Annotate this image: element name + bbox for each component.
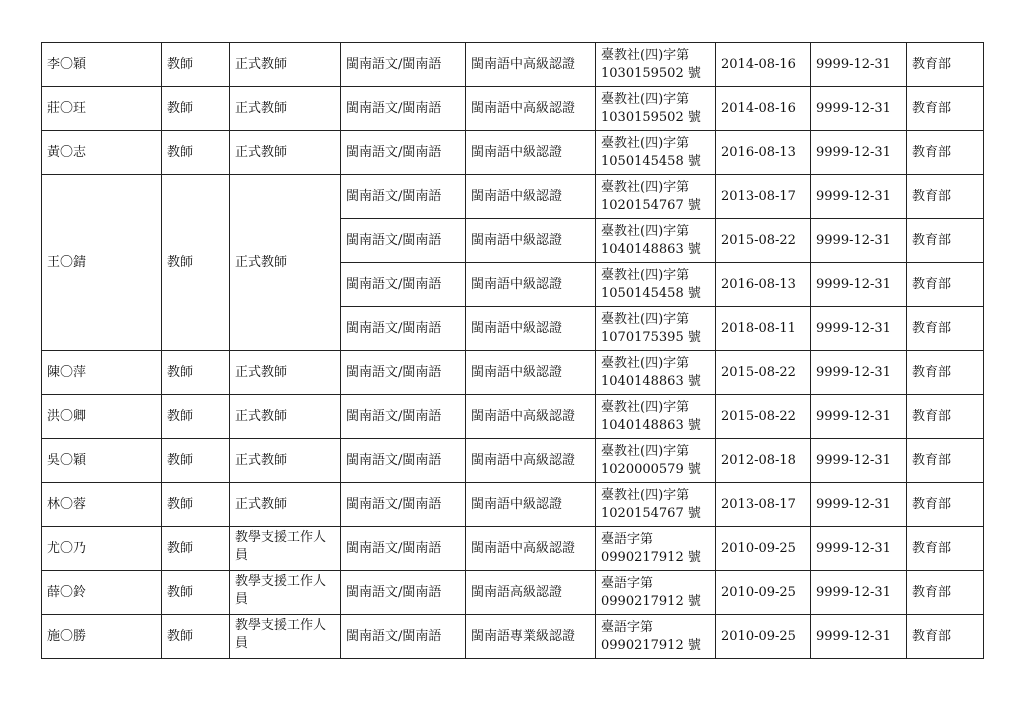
issuer: 教育部 xyxy=(907,87,984,131)
position: 正式教師 xyxy=(230,87,341,131)
start-date: 2016-08-13 xyxy=(716,263,811,307)
teacher-name: 林〇蓉 xyxy=(42,483,162,527)
subject: 閩南語文/閩南語 xyxy=(341,395,466,439)
role: 教師 xyxy=(162,439,230,483)
teacher-name: 黃〇志 xyxy=(42,131,162,175)
issuer: 教育部 xyxy=(907,307,984,351)
cert-number: 臺教社(四)字第 1030159502 號 xyxy=(596,87,716,131)
issuer: 教育部 xyxy=(907,263,984,307)
role: 教師 xyxy=(162,131,230,175)
start-date: 2014-08-16 xyxy=(716,43,811,87)
cert-number: 臺語字第 0990217912 號 xyxy=(596,527,716,571)
start-date: 2016-08-13 xyxy=(716,131,811,175)
end-date: 9999-12-31 xyxy=(811,263,907,307)
table-row xyxy=(42,439,984,483)
end-date: 9999-12-31 xyxy=(811,615,907,659)
teacher-name: 洪〇卿 xyxy=(42,395,162,439)
end-date: 9999-12-31 xyxy=(811,175,907,219)
end-date: 9999-12-31 xyxy=(811,571,907,615)
issuer: 教育部 xyxy=(907,131,984,175)
subject: 閩南語文/閩南語 xyxy=(341,351,466,395)
start-date: 2015-08-22 xyxy=(716,395,811,439)
start-date: 2018-08-11 xyxy=(716,307,811,351)
cert-number: 臺教社(四)字第 1040148863 號 xyxy=(596,219,716,263)
teacher-name: 吳〇穎 xyxy=(42,439,162,483)
cert-level: 閩南語中高級認證 xyxy=(466,87,596,131)
subject: 閩南語文/閩南語 xyxy=(341,615,466,659)
teacher-name: 薛〇鈴 xyxy=(42,571,162,615)
cert-number: 臺教社(四)字第 1050145458 號 xyxy=(596,131,716,175)
position: 教學支援工作人員 xyxy=(230,571,341,615)
table-row xyxy=(42,395,984,439)
role: 教師 xyxy=(162,175,230,351)
end-date: 9999-12-31 xyxy=(811,219,907,263)
cert-level: 閩南語中級認證 xyxy=(466,351,596,395)
cert-number: 臺教社(四)字第 1020154767 號 xyxy=(596,175,716,219)
teacher-name: 李〇穎 xyxy=(42,43,162,87)
table-row xyxy=(42,43,984,87)
teacher-name: 陳〇萍 xyxy=(42,351,162,395)
issuer: 教育部 xyxy=(907,571,984,615)
position: 正式教師 xyxy=(230,175,341,351)
cert-level: 閩南語中級認證 xyxy=(466,263,596,307)
subject: 閩南語文/閩南語 xyxy=(341,131,466,175)
subject: 閩南語文/閩南語 xyxy=(341,527,466,571)
start-date: 2013-08-17 xyxy=(716,175,811,219)
cert-level: 閩南語中高級認證 xyxy=(466,439,596,483)
end-date: 9999-12-31 xyxy=(811,87,907,131)
table-row xyxy=(42,87,984,131)
start-date: 2010-09-25 xyxy=(716,527,811,571)
position: 正式教師 xyxy=(230,351,341,395)
teacher-name: 莊〇玨 xyxy=(42,87,162,131)
end-date: 9999-12-31 xyxy=(811,395,907,439)
subject: 閩南語文/閩南語 xyxy=(341,483,466,527)
subject: 閩南語文/閩南語 xyxy=(341,307,466,351)
cert-number: 臺教社(四)字第 1040148863 號 xyxy=(596,395,716,439)
role: 教師 xyxy=(162,571,230,615)
table-row xyxy=(42,351,984,395)
role: 教師 xyxy=(162,527,230,571)
role: 教師 xyxy=(162,615,230,659)
start-date: 2015-08-22 xyxy=(716,219,811,263)
cert-level: 閩南語中級認證 xyxy=(466,131,596,175)
start-date: 2014-08-16 xyxy=(716,87,811,131)
start-date: 2013-08-17 xyxy=(716,483,811,527)
start-date: 2010-09-25 xyxy=(716,615,811,659)
position: 正式教師 xyxy=(230,439,341,483)
end-date: 9999-12-31 xyxy=(811,527,907,571)
role: 教師 xyxy=(162,43,230,87)
cert-level: 閩南語中級認證 xyxy=(466,219,596,263)
role: 教師 xyxy=(162,395,230,439)
role: 教師 xyxy=(162,483,230,527)
end-date: 9999-12-31 xyxy=(811,43,907,87)
subject: 閩南語文/閩南語 xyxy=(341,439,466,483)
end-date: 9999-12-31 xyxy=(811,483,907,527)
issuer: 教育部 xyxy=(907,219,984,263)
position: 教學支援工作人員 xyxy=(230,615,341,659)
cert-number: 臺教社(四)字第 1020154767 號 xyxy=(596,483,716,527)
end-date: 9999-12-31 xyxy=(811,131,907,175)
cert-level: 閩南語中級認證 xyxy=(466,483,596,527)
issuer: 教育部 xyxy=(907,483,984,527)
subject: 閩南語文/閩南語 xyxy=(341,175,466,219)
table-row xyxy=(42,175,984,219)
cert-level: 閩南語中級認證 xyxy=(466,175,596,219)
position: 正式教師 xyxy=(230,395,341,439)
cert-level: 閩南語中高級認證 xyxy=(466,527,596,571)
issuer: 教育部 xyxy=(907,175,984,219)
role: 教師 xyxy=(162,87,230,131)
start-date: 2015-08-22 xyxy=(716,351,811,395)
issuer: 教育部 xyxy=(907,527,984,571)
table-row xyxy=(42,527,984,571)
teacher-name: 王〇錆 xyxy=(42,175,162,351)
role: 教師 xyxy=(162,351,230,395)
table-row xyxy=(42,571,984,615)
cert-number: 臺教社(四)字第 1040148863 號 xyxy=(596,351,716,395)
issuer: 教育部 xyxy=(907,43,984,87)
cert-level: 閩南語中高級認證 xyxy=(466,395,596,439)
issuer: 教育部 xyxy=(907,395,984,439)
cert-number: 臺語字第 0990217912 號 xyxy=(596,615,716,659)
end-date: 9999-12-31 xyxy=(811,351,907,395)
issuer: 教育部 xyxy=(907,615,984,659)
cert-level: 閩南語專業級認證 xyxy=(466,615,596,659)
issuer: 教育部 xyxy=(907,351,984,395)
position: 正式教師 xyxy=(230,131,341,175)
table-row xyxy=(42,131,984,175)
subject: 閩南語文/閩南語 xyxy=(341,87,466,131)
end-date: 9999-12-31 xyxy=(811,307,907,351)
cert-number: 臺語字第 0990217912 號 xyxy=(596,571,716,615)
teacher-name: 施〇勝 xyxy=(42,615,162,659)
cert-number: 臺教社(四)字第 1030159502 號 xyxy=(596,43,716,87)
subject: 閩南語文/閩南語 xyxy=(341,571,466,615)
certification-table xyxy=(41,42,984,659)
subject: 閩南語文/閩南語 xyxy=(341,263,466,307)
subject: 閩南語文/閩南語 xyxy=(341,219,466,263)
table-row xyxy=(42,483,984,527)
position: 正式教師 xyxy=(230,483,341,527)
start-date: 2012-08-18 xyxy=(716,439,811,483)
cert-number: 臺教社(四)字第 1020000579 號 xyxy=(596,439,716,483)
cert-level: 閩南語中高級認證 xyxy=(466,43,596,87)
subject: 閩南語文/閩南語 xyxy=(341,43,466,87)
cert-level: 閩南語高級認證 xyxy=(466,571,596,615)
cert-level: 閩南語中級認證 xyxy=(466,307,596,351)
cert-number: 臺教社(四)字第 1050145458 號 xyxy=(596,263,716,307)
end-date: 9999-12-31 xyxy=(811,439,907,483)
position: 教學支援工作人員 xyxy=(230,527,341,571)
issuer: 教育部 xyxy=(907,439,984,483)
start-date: 2010-09-25 xyxy=(716,571,811,615)
table-row xyxy=(42,615,984,659)
position: 正式教師 xyxy=(230,43,341,87)
cert-number: 臺教社(四)字第 1070175395 號 xyxy=(596,307,716,351)
teacher-name: 尤〇乃 xyxy=(42,527,162,571)
